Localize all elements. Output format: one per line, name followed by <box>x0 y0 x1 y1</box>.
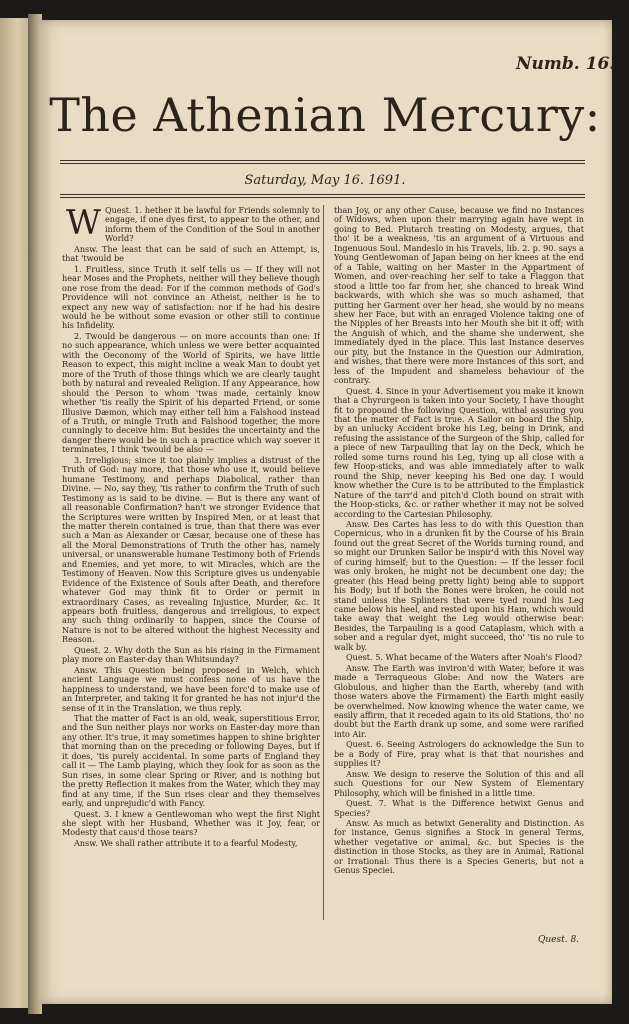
paragraph: Quest. 2. Why doth the Sun as his rising in the Firmament play more on Easter-day than Whitsunday? <box>62 644 320 665</box>
paragraph: Quest. 6. Seeing Astrologers do acknowledge the Sun to be a Body of Fire, pray what is that that nourishes and supplies it? <box>334 739 584 769</box>
masthead-title: The Athenian Mercury: <box>49 88 601 142</box>
paragraph <box>62 206 320 244</box>
header-rule-bottom-2 <box>60 197 585 198</box>
dateline: Saturday, May 16. 1691. <box>244 173 406 188</box>
header-rule-bottom <box>60 194 585 195</box>
paragraph: Answ. The Earth was inviron'd with Water, before it was made a Terraqueous Globe: And now the Waters are Globulous, and higher than the Earth, whereby (and with those waters above the Firmament) the Earth might easily be overwhelmed. Now knowing whence the water came, we easily affirm, that it receded again to its old Stations, tho' no doubt but the Earth drank up some, and some were rarified into Air. <box>334 662 584 739</box>
paragraph: Answ. We design to reserve the Solution of this and all such Questions for our New System of Elementary Philosophy, which will be finished in a little time. <box>334 768 584 798</box>
column-divider <box>323 205 324 920</box>
paragraph: Answ. As much as betwixt Generality and Distinction. As for instance, Genus signifies a Stock in general Terms, whether vegetative or animal, &c. but Species is the distinction in those Stocks, as they are in Animal, Rational or Irrational: Thus there is a Species Generis, but not a Genus Speciei. <box>334 818 584 876</box>
paragraph: than Joy, or any other Cause, because we find no Instances of Widows, when upon their marrying again have wept in going to Bed. Plutarch treating on Modesty, argues, that tho' it be a weakness, 'tis an argument of a Virtuous and Ingenuous Soul. Mandeslo in his Travels, lib. 2. p. 90. says a Young Gentlewoman of Japan being on her knees at the end of a Table, waiting on her Master in the Appartment of Women, and over-reaching her self to take a Flaggon that stood a little too far from her, she chanced to break Wind backwards, with which she was so much ashamed, that putting her Garment over her head, she would by no means shew her Face, but with an enraged Violence taking one of the Nipples of her Breasts into her Mouth she bit it off; with the Anguish of which, and the shame she underwent, she immediately dyed in the place. This last Instance deserves our pity, but the Instance in the Question our Admiration, and wishes, that there were more Instances of this sort, and less of the Impudent and shameless behaviour of the contrary. <box>334 206 584 386</box>
paragraph: Quest. 7. What is the Difference betwixt Genus and Species? <box>334 798 584 818</box>
paragraph: 3. Irreligious; since it too plainly implies a distrust of the Truth of God: nay more, that those who use it, would believe humane Testimony, and perhaps Diabolical, rather than Divine. — No, say they, 'tis rather to confirm the Truth of such Testimony as is said to be divine. — But is there any want of all reasonable Confirmation? han't we stronger Evidence that the Scriptures were written by Inspired Men, or at least that the matter therein contained is true, than that there was ever such a Man as Alexander or Cæsar, because one of these has all the Moral Demonstrations of Truth the other has, namely universal, or unanswerable humane Testimony both of Friends and Enemies, and yet more, to wit Miracles, which are the Testimony of Heaven. Now this Scripture gives us undenyable Evidence of the Existence of Souls after Death, and therefore whatever God may think fit to Order or permit in extraordinary Cases, as revealing Injustice, Murder, &c. It appears both fruitless, dangerous and irreligious, to expect any such thing ordinarily to happen, since the Course of Nature is not to be altered without the highest Necessity and Reason. <box>62 454 320 645</box>
newspaper-page <box>38 20 616 1004</box>
drop-cap: W <box>66 206 101 243</box>
paragraph: Answ. We shall rather attribute it to a fearful Modesty, <box>74 837 298 848</box>
paragraph: 1. Fruitless, since Truth it self tells us — If they will not hear Moses and the Prophets, neither will they believe though one rose from the dead: For if the common methods of God's Providence will not convince an Atheist, neither is he to expect any new way of satisfaction: nor if he had his desire would he be without some evasion or other still to continue his Infidelity. <box>62 263 320 331</box>
paragraph: Answ. This Question being proposed in Welch, which ancient Language we must confess none of us have the happiness to understand, we have been forc'd to make use of an Interpreter, and taking it for granted he has not injur'd the sense of it in the Translation, we thus reply. <box>62 664 320 713</box>
header-rule-top-2 <box>60 163 585 164</box>
paragraph: Quest. 4. Since in your Advertisement you make it known that a Chyrurgeon is taken into your Society, I have thought fit to propound the following Question, withal assuring you that the matter of Fact is true. A Sailor on board the Ship, by an unlucky Accident broke his Leg, being in Drink, and refusing the assistance of the Surgeon of the Ship, called for a piece of new Tarpaulling that lay on the Deck, which he rolled some turns round his Leg, tying up all close with a few Hoop-sticks, and was able immediately after to walk round the Ship, never keeping his Bed one day. I would know whether the Cure is to be attributed to the Emplastick Nature of the tarr'd and pitch'd Cloth bound on strait with the Hoop-sticks, &c. or rather whether it may not be solved according to the Cartesian Philosophy. <box>334 385 584 519</box>
catchword: Quest. 8. <box>538 935 580 945</box>
issue-number: Numb. 16. <box>516 54 616 74</box>
paragraph: 2. Twould be dangerous — on more accounts than one: If no such appearance, which unless we were better acquainted with the Oeconomy of the World of Spirits, we have little Reason to expect, this might incline a weak Man to doubt yet more of the Truth of those things which we are clearly taught both by natural and revealed Religion. If any Appearance, how should the Person to whom 'twas made, certainly know whether 'tis really the Spirit of his departed Friend, or some Illusive Dæmon, which may either tell him a Falshood instead of a Truth, or mingle Truth and Falshood together, the more cunningly to deceive him: But besides the uncertainty and the danger there would be in such a practice which way soever it terminates, I think 'twould be also — <box>62 330 320 455</box>
paragraph: Quest. 3. I knew a Gentlewoman who wept the first Night she slept with her Husband, Whether was it Joy, fear, or Modesty that caus'd those tears? <box>62 808 320 838</box>
question-1-label: Quest. 1. <box>104 206 145 215</box>
header-rule-top <box>60 160 585 161</box>
question-1: hether it be lawful for Friends solemnly to engage, if one dyes first, to appear to the other, and inform them of the Condition of the Soul in another World? <box>104 206 320 244</box>
right-column <box>334 206 584 926</box>
paragraph: Answ. Des Cartes has less to do with this Question than Copernicus, who in a drunken fit by the Course of his Brain found out the great Secret of the Worlds turning round, and so might our Drunken Sailor be inspir'd with this Novel way of curing himself; but to the Question: — If the lesser focil was only broken, he might not be decumbent one day; the greater (his Head being pretty light) being able to support his Body; but if both the Bones were broken, he could not stand unless the Splinters that were tyed round his Leg came below his heel, and rested upon his Ham, which would take away that weight the Leg would otherwise bear: Besides, the Tarpauling is a good Cataplasm, which with a sober and a regular dyet, might succeed, tho' 'tis no rule to walk by. <box>334 518 584 652</box>
paragraph: That the matter of Fact is an old, weak, superstitious Error, and the Sun neither plays nor works on Easter-day more than any other. It's true, it may sometimes happen to shine brighter that morning than on the preceding or following Dayes, but if it does, 'tis purely accidental. In some parts of England they call it — The Lamb playing, which they look for as soon as the Sun rises, in some clear Spring or River, and is nothing but the pretty Reflection it makes from the Water, which they may find at any time, if the Sun rises clear and they themselves early, and unprejudic'd with Fancy. <box>62 713 320 809</box>
left-column <box>62 206 320 926</box>
paragraph: Answ. The least that can be said of such an Attempt, is, that 'twould be <box>62 243 320 264</box>
paragraph: Quest. 5. What became of the Waters after Noah's Flood? <box>346 652 583 663</box>
